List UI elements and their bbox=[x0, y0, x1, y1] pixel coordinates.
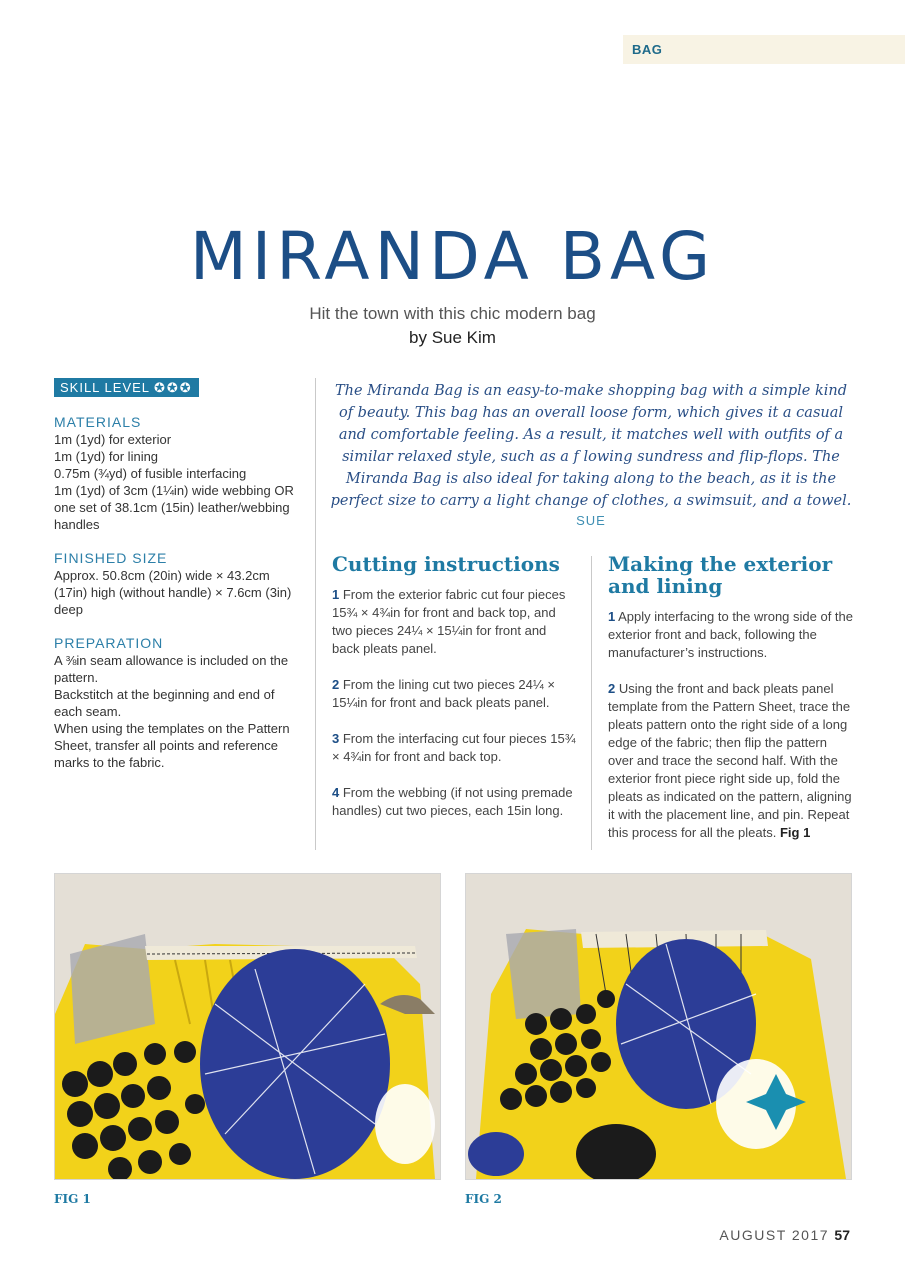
cutting-heading: Cutting instructions bbox=[332, 552, 560, 576]
preparation-line: A ⅜in seam allowance is included on the pattern. bbox=[54, 653, 289, 685]
making-heading: Making the exterior and lining bbox=[608, 552, 833, 598]
section-tab bbox=[623, 35, 905, 64]
skill-level-badge bbox=[54, 378, 199, 397]
figure-reference: Fig 1 bbox=[779, 825, 811, 840]
cutting-step bbox=[332, 730, 577, 766]
step-text: Using the front and back pleats panel template from the Pattern Sheet, trace the pleats pattern onto the right side of a long edge of the fabric; then flip the pattern over and trace the second half. With the exterior front piece right side up, fold the pleats as indicated on the pattern, aligning it with the placement line, and pin. Repeat this process for all the pleats. bbox=[608, 681, 852, 840]
materials-line: 1m (1yd) of 3cm (1¼in) wide webbing OR one set of 38.1cm (15in) leather/webbing handles bbox=[54, 483, 294, 532]
step-number: 1 bbox=[608, 609, 616, 624]
materials-line: 1m (1yd) for lining bbox=[54, 449, 159, 464]
finished-size-heading: FINISHED SIZE bbox=[54, 550, 168, 566]
intro-quote: The Miranda Bag is an easy-to-make shopping bag with a simple kind of beauty. This bag has an overall loose form, which gives it a casual and comfortable feeling. As a result, it matches well with outfits of a similar relaxed style, such as a f lowing sundress and flip-flops. The Miranda Bag is also ideal for taking along to the beach, as it is the perfect size to carry a light change of clothes, a swimsuit, and a towel. bbox=[330, 383, 852, 509]
step-number: 1 bbox=[332, 587, 340, 602]
making-step bbox=[608, 608, 854, 662]
intro-signature: SUE bbox=[576, 513, 606, 528]
step-number: 4 bbox=[332, 785, 340, 800]
figure-1-label: FIG 1 bbox=[54, 1192, 91, 1206]
preparation-section bbox=[54, 635, 306, 771]
step-text: From the webbing (if not using premade handles) cut two pieces, each 15in long. bbox=[332, 785, 573, 818]
page-footer bbox=[719, 1227, 850, 1243]
cutting-step bbox=[332, 784, 577, 820]
figure-1-photo bbox=[54, 873, 441, 1180]
materials-section bbox=[54, 414, 306, 533]
step-text: Apply interfacing to the wrong side of the exterior front and back, following the manufacturer’s instructions. bbox=[608, 609, 854, 660]
page-number: 57 bbox=[834, 1227, 850, 1243]
preparation-line: Backstitch at the beginning and end of each seam. bbox=[54, 687, 275, 719]
issue-date: AUGUST 2017 bbox=[719, 1227, 830, 1243]
column-divider bbox=[315, 378, 316, 850]
page-title: MIRANDA BAG bbox=[189, 218, 716, 295]
step-number: 3 bbox=[332, 731, 340, 746]
step-text: From the interfacing cut four pieces 15¾ × 4¾in for front and back top. bbox=[332, 731, 576, 764]
finished-size-section bbox=[54, 550, 306, 618]
step-number: 2 bbox=[332, 677, 340, 692]
finished-size-text: Approx. 50.8cm (20in) wide × 43.2cm (17in) high (without handle) × 7.6cm (3in) deep bbox=[54, 568, 292, 617]
figure-2-photo bbox=[465, 873, 852, 1180]
cutting-instructions bbox=[332, 553, 577, 838]
preparation-line: When using the templates on the Pattern Sheet, transfer all points and reference marks to the fabric. bbox=[54, 721, 290, 770]
step-number: 2 bbox=[608, 681, 616, 696]
fabric-pleats-image bbox=[55, 874, 440, 1179]
byline: by Sue Kim bbox=[409, 328, 496, 347]
cutting-step bbox=[332, 676, 577, 712]
materials-heading: MATERIALS bbox=[54, 414, 142, 430]
making-step bbox=[608, 680, 854, 842]
fabric-pleats-image bbox=[466, 874, 851, 1179]
skill-level-label: SKILL LEVEL bbox=[60, 380, 151, 395]
preparation-heading: PREPARATION bbox=[54, 635, 164, 651]
making-instructions bbox=[608, 553, 854, 860]
section-label: BAG bbox=[632, 42, 663, 57]
cutting-step bbox=[332, 586, 577, 658]
step-text: From the exterior fabric cut four pieces 15¾ × 4¾in for front and back top, and two pieces 24¼ × 15¼in for front and back pleats panel. bbox=[332, 587, 566, 656]
subtitle: Hit the town with this chic modern bag bbox=[309, 304, 596, 323]
materials-line: 1m (1yd) for exterior bbox=[54, 432, 172, 447]
figure-2-label: FIG 2 bbox=[465, 1192, 502, 1206]
skill-stars-icon: ✪✪✪ bbox=[154, 380, 193, 395]
sidebar-info bbox=[54, 378, 306, 771]
materials-line: 0.75m (¾yd) of fusible interfacing bbox=[54, 466, 247, 481]
step-text: From the lining cut two pieces 24¼ × 15¼in for front and back pleats panel. bbox=[332, 677, 555, 710]
column-divider bbox=[591, 556, 592, 850]
